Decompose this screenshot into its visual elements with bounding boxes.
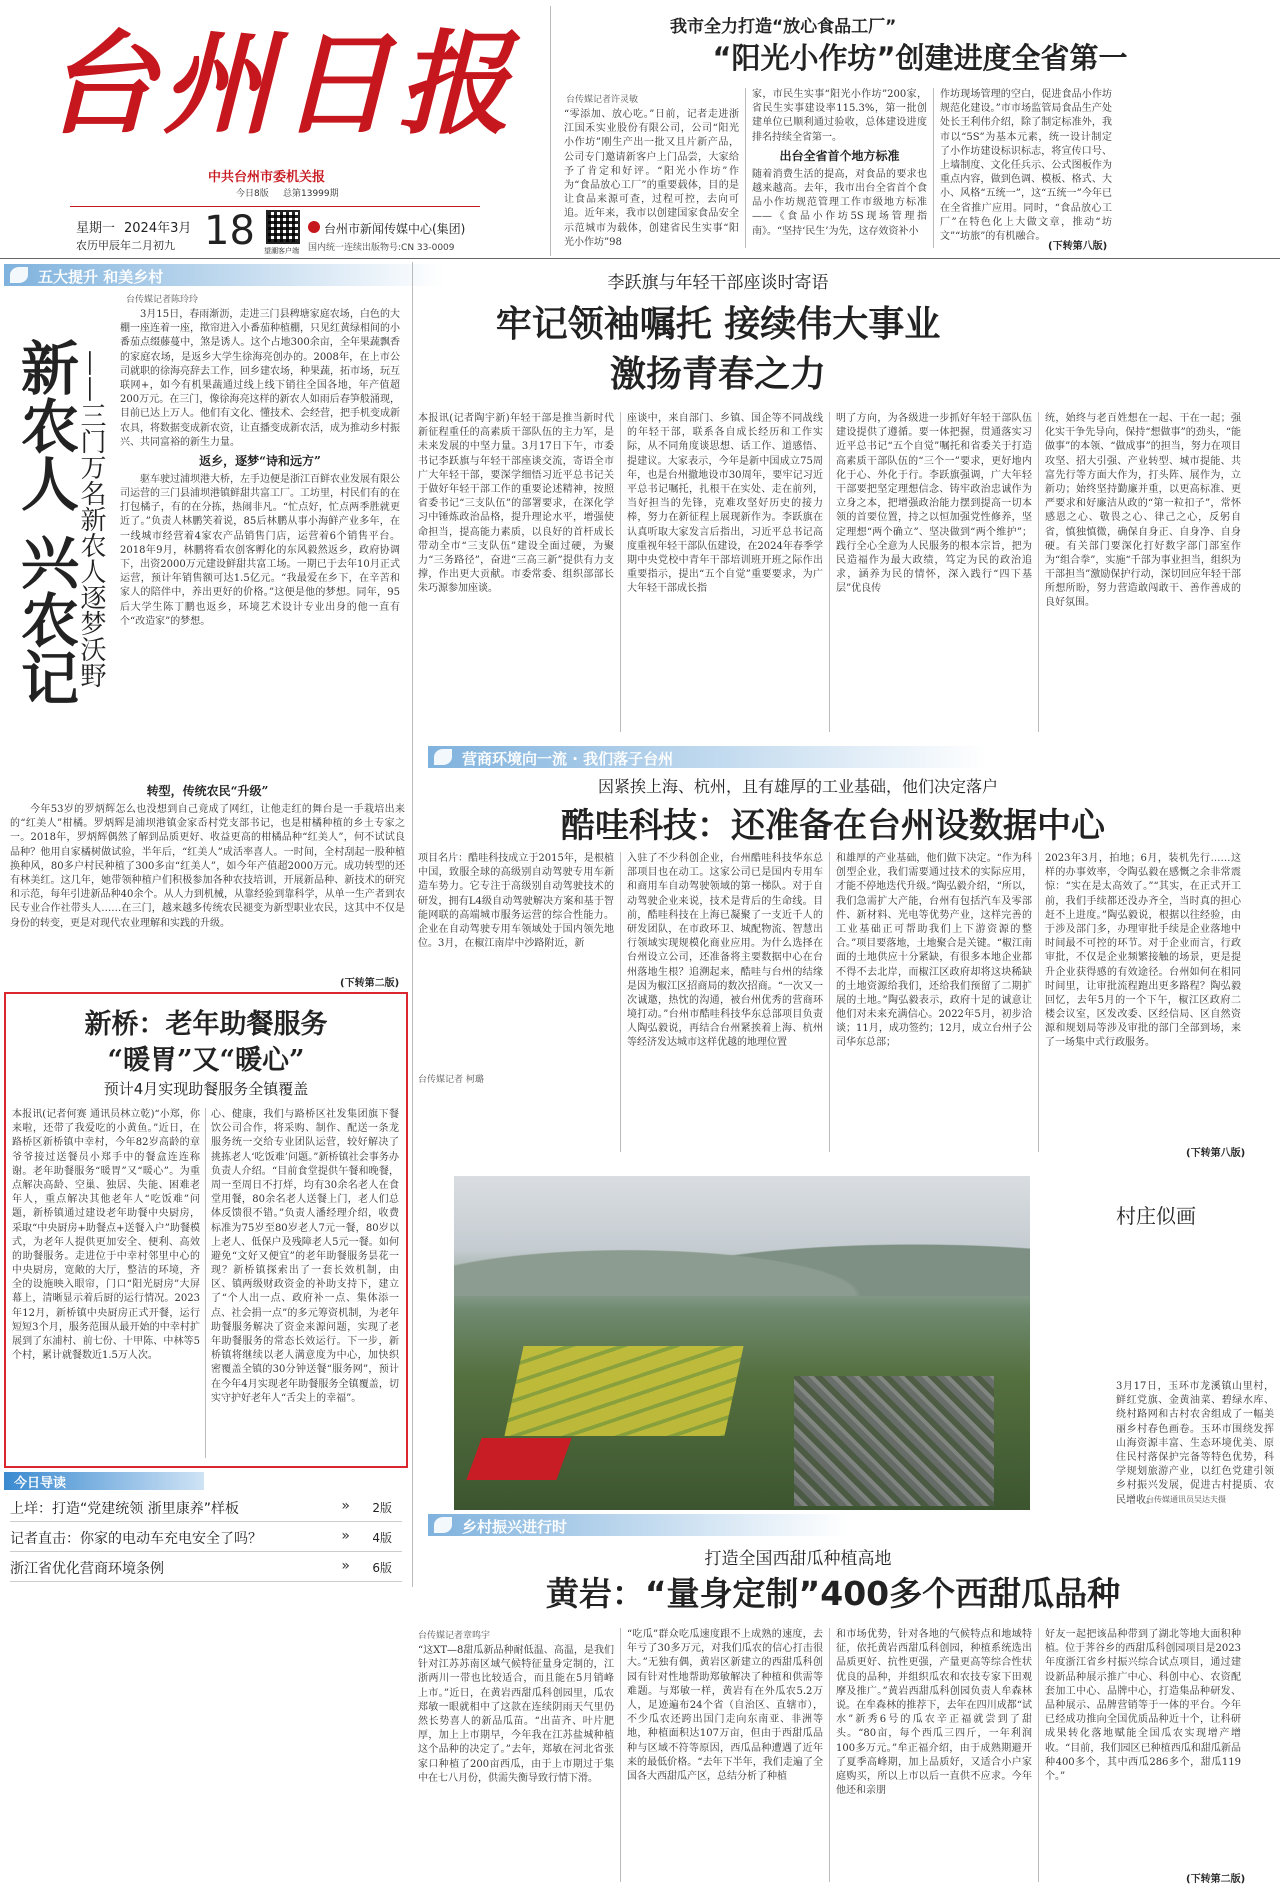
section-band-wuda bbox=[4, 264, 444, 286]
li-headline2[interactable]: 激扬青春之力 bbox=[609, 354, 826, 395]
xinqiao-sub: 预计4月实现助餐服务全镇覆盖 bbox=[103, 1080, 309, 1098]
kuwa-col3: 和雄厚的产业基础，他们做下决定。“作为科创型企业，我们需要通过技术的实际应用，才能不停地迭代升级。”陶弘毅介绍，“所以，我们急需扩大产能，台州有包括汽车及零部件、新材料、光电等优势产业，这样完善的工业基础正可帮助我们上下游资源的整合。”项目要落地，土地聚合是关键。“椒江南面的土地供应十分紧缺，有很多本地企业都不得不去北岸，而椒江区政府却将这块稀缺的土地资源给我们，还给我们预留了二期扩展的土地。”陶弘毅表示，政府十足的诚意让他们对未来充满信心。2022年5月，初步洽谈；11月，成功签约；12月，成立台州子公司华东总部； bbox=[836, 853, 1032, 1049]
masthead-issue: 总第13999期 bbox=[283, 189, 339, 199]
masthead-sponsor: 中共台州市委机关报 bbox=[208, 170, 326, 185]
li-col3: 明了方向，为各级进一步抓好年轻干部队伍建设提供了遵循。要一体把握，贯通落实习近平总书记“五个自觉”嘱托和省委关于打造高素质干部队伍的“三个一”要求，更好地内化于心、外化于行。李跃旗强调，广大年轻干部要把坚定理想信念、铸牢政治忠诚作为立身之本，把增强政治能力摆到提高一切本领的首要位置，持之以恒加强党性修养，坚定理想“两个确立”、坚决做到“两个维护”；践行全心全意为人民服务的根本宗旨，把为民造福作为最大政绩，笃定为民的政治追求，涵养为民的情怀，深入践行“四下基层”优良传 bbox=[836, 413, 1032, 595]
left-story-body bbox=[120, 308, 400, 778]
li-kicker: 李跃旗与年轻干部座谈时寄语 bbox=[607, 273, 829, 293]
left-story-vertical-title bbox=[6, 338, 79, 707]
kuwa-more[interactable]: (下转第八版) bbox=[1186, 1148, 1246, 1159]
left-story-p3: 今年53岁的罗炳辉怎么也没想到自己竟成了网红，让他走红的舞台是一手栽培出来的“红美人”柑橘。罗炳辉是浦坝港镇金家岙村党支部书记，也是柑橘种植的乡土专家之一。2018年，罗炳辉偶然了解到品质更好、收益更高的柑橘品种“红美人”，何不试试良品种？他用自家橘树做试验，半年后，“红美人”成活率喜人。一时间，全村刮起一股种植换种风，80多户村民种植了300多亩“红美人”，如今年产值超2000万元。成功转型的还有林美红。这几年，她带领种植户们积极参加各种农技培训，开展新品种、新技术的研究和示范，每年引进新品种40余个。从人力到机械，从靠经验到靠科学，从单一生产者到农民专业合作社带头人……在三门，越来越多传统农民褪变为新型职业农民，这其中不仅是身份的转变，更是对现代农业理解和实践的升级。 bbox=[10, 804, 405, 929]
guide-item-page: 4版 bbox=[372, 1531, 392, 1545]
band-label: 五大提升 和美乡村 bbox=[38, 268, 164, 286]
weekday: 星期一 bbox=[76, 221, 116, 236]
guide-item-title: 记者直击：你家的电动车充电安全了吗？ bbox=[10, 1531, 262, 1547]
band-leaf-icon bbox=[434, 749, 452, 765]
kuwa-story bbox=[418, 772, 1280, 1164]
section-band-huangyan bbox=[428, 1514, 848, 1536]
kuwa-band-label: 营商环境向一流 · 我们落子台州 bbox=[462, 750, 674, 768]
cn-code: 国内统一连续出版物号:CN 33-0009 bbox=[308, 243, 455, 253]
guide-band bbox=[4, 1472, 204, 1490]
photo-mountains bbox=[454, 1216, 1030, 1296]
guide-box bbox=[4, 1472, 408, 1580]
xinqiao-col2: 心、健康，我们与路桥区社发集团旗下餐饮公司合作，将采购、制作、配送一条龙服务统一交给专业团队运营，较好解决了挑拣老人‘吃饭难’问题。”新桥镇社会事务办负责人介绍。“目前食堂提供午餐和晚餐，周一至周日不打烊，均有30余名老人在食堂用餐，80余名老人送餐上门，老人们总体反馈很不错。”负责人潘经理介绍，收费标准为75岁至80岁老人7元一餐，80岁以上老人、低保户及残障老人5元一餐。如何避免“文好又便宜”的老年助餐服务昙花一现？新桥镇探索出了一套长效机制，由区、镇两级财政资金的补助支持下，建立了“个人出一点、政府补一点、集体添一点、社会捐一点”的多元筹资机制，为老年助餐服务解决了资金来源问题，实现了老年助餐服务的常态长效运行。下一步，新桥镇将继续以老人满意度为中心，加快织密覆盖全镇的30分钟送餐“服务网”，预计在今年4月实现老年助餐服务全镇覆盖，切实守护好老年人“舌尖上的幸福”。 bbox=[211, 1109, 399, 1404]
guide-label: 今日导读 bbox=[14, 1476, 67, 1491]
left-story-sub1: 返乡，逐梦“诗和远方” bbox=[199, 453, 321, 468]
date: 2024年3月 bbox=[124, 221, 192, 236]
top-story-col2b-text: 随着消费生活的提高，对食品的要求也越来越高。去年，我市出台全省首个食品小作坊规范管理工作市级地方标准——《食品小作坊5S现场管理指南》。“坚持‘民生’为先，这存效资补小 bbox=[752, 168, 927, 237]
left-story-p1: 3月15日，春雨渐沥，走进三门县稗塘家庭农场，白色的大棚一座连着一座，揿帘进入小番茄种植棚，只见红黄绿相间的小番茄点缀藤蔓中，煞是诱人。这个占地300余亩，全年果蔬飘香的家庭农场，是返乡大学生徐海亮创办的。2008年，在上市公司就职的徐海亮辞去工作，回乡建农场，种果蔬，拓市场，玩互联网+，如今有机果蔬通过线上线下销往全国各地，年产值超200万元。在三门，像徐海亮这样的新农人如雨后春笋般涌现，目前已达上万人。他们有文化、懂技术、会经营，把手机变成新农具，将数据变成新农资，让直播变成新农活，成为推动乡村振兴、共同富裕的新生力量。 bbox=[120, 309, 400, 448]
section-band-kuwa bbox=[428, 746, 988, 768]
photo-title: 村庄似画 bbox=[1116, 1204, 1196, 1228]
photo-flag bbox=[466, 1438, 571, 1480]
xinqiao-col1: 本报讯(记者何赛 通讯员林立乾)“小郑，你来啦，还带了我爱吃的小黄鱼。”近日，在路桥区新桥镇中幸村，今年82岁高龄的章爷爷接过送餐员小郑手中的餐盒连连称谢。老年助餐服务“暖胃”又“暖心”。为重点解决高龄、空巢、独居、失能、困难老年人，重点解决其他老年人“吃饭难”问题，新桥镇通过建设老年助餐中央厨房，采取“中央厨房+助餐点+送餐入户”助餐模式，为老年人提供更加安全、便利、高效的助餐服务。走进位于中幸村邻里中心的中央厨房，宽敞的大厅，整洁的环境，齐全的设施映入眼帘，门口“阳光厨房”大屏幕上，清晰显示着后厨的运行情况。2023年12月，新桥镇中央厨房正式开餐，运行短短3个月，服务范围从最开始的中幸村扩展到了东浦村、前七份、十甲陈、中林等5个村，累计就餐数近1.5万人次。 bbox=[12, 1109, 200, 1362]
huangyan-story bbox=[418, 1540, 1280, 1885]
li-story bbox=[418, 262, 1280, 740]
top-story-kicker: 我市全力打造“放心食品工厂” bbox=[670, 17, 897, 37]
guide-item[interactable] bbox=[10, 1498, 402, 1522]
left-story-vertical-sub bbox=[76, 350, 106, 688]
kuwa-col4: 2023年3月，拍地；6月，装机先行……这样的办事效率，令陶弘毅在感慨之余非常震惊：“实在是太高效了。”“其实，在正式开工前，我们手续都还没办齐全，当时真的担心赶不上进度。”陶弘毅说，根据以往经验，由于涉及部门多，办理审批手续是企业落地中时间最不可控的环节。对于企业而言，行政审批，不仅是企业频繁接触的场景，更是提升企业获得感的有效途径。台州如何在相同时间里，让审批流程跑出更多路程？陶弘毅回忆，去年5月的一个下午，椒江区政府二楼会议室，区发改委、区经信局、区自然资源和规划局等涉及审批的部门全部到场，来了一场集中式行政服务。 bbox=[1045, 853, 1241, 1049]
huangyan-col1: “这XT—8甜瓜新品种耐低温、高温，是我们针对江苏苏南区域气候特征量身定制的，江浙两川一带也比较适合，而且能在5月销峰上市。”近日，在黄岩西甜瓜科创园里，瓜农郑敏一眼就相中了这款在连续阴雨天气里仍然长势喜人的新品瓜苗。“出苗齐、叶片肥厚，加上上市期早，今年我在江苏盐城种植这个品种的决定了。”去年，郑敏在河北省张家口种植了200亩西瓜，由于上市期过于集中在七八月份，供需失衡导致行情下滑。 bbox=[418, 1645, 614, 1784]
guide-item-title: 上垟：打造“党建统领 浙里康养”样板 bbox=[10, 1501, 239, 1517]
guide-item[interactable] bbox=[10, 1528, 402, 1552]
top-story-col1: “零添加、放心吃。”日前，记者走进浙江国禾实业股份有限公司，公司“阳光小作坊”刚生产出一批又且片新产品，公司专门邀请新客户上门品尝，大家给予了肯定和好评。“阳光小作坊”作为“食品放心工厂”的重要载体，目的是让食品来源可查，过程可控，去向可追。近年来，我市以创建国家食品安全示范城市为载体，创建省民生实事“阳光小作坊”98 bbox=[564, 109, 739, 248]
photo-village bbox=[794, 1376, 994, 1506]
huangyan-kicker: 打造全国西甜瓜种植高地 bbox=[704, 1549, 892, 1569]
photo-field-yellow bbox=[504, 1346, 743, 1436]
li-headline1[interactable]: 牢记领袖嘱托 接续伟大事业 bbox=[495, 304, 941, 345]
masthead bbox=[0, 0, 560, 255]
photo-caption: 3月17日，玉环市龙溪镇山里村，鲜红党旗、金黄油菜、碧绿水库、绕村路网和古村农舍组成了一幅美丽乡村春色画卷。玉环市围绕发挥山海资源丰富、生态环境优美、原住民村落保护完备等特色优势，科学规划旅游产业，以红色党建引领乡村振兴发展，促进古村提质、农民增收。 bbox=[1116, 1381, 1274, 1506]
left-story-body-2 bbox=[10, 780, 405, 972]
village-photo bbox=[454, 1176, 1030, 1510]
photo-credit: 台传媒通讯员吴达夫摄 bbox=[1146, 1495, 1226, 1504]
xinqiao-title1[interactable]: 新桥：老年助餐服务 bbox=[84, 1009, 328, 1040]
guide-item-page: 2版 bbox=[372, 1501, 392, 1515]
qr-caption: 望潮客户端 bbox=[264, 247, 299, 255]
left-story-more[interactable]: (下转第二版) bbox=[340, 978, 400, 989]
kuwa-col2: 入驻了不少科创企业，台州酷哇科技华东总部项目也在动工。这家公司已是国内专用车和商用车自动驾驶领域的第一梯队。对于自动驾驶企业来说，技术是背后的生命线。目前，酷哇科技在上海已凝聚了一支近千人的研发团队，在市政环卫、城配物流、智慧出行领域实现规模化商业应用。为什么选择在台州设立公司，还准备将主要数据中心在台州落地生根？追溯起来，酷哇与台州的结缘是因为椒江区招商局的数次招商。“一次又一次诚邀，热忱的沟通，被台州优秀的营商环境打动。”台州市酷哇科技华东总部项目负责人陶弘毅说，再结合台州紧挨着上海、杭州等经济发达城市这样优越的地理位置 bbox=[627, 853, 823, 1049]
masthead-title: 台州日报 bbox=[44, 19, 516, 150]
arrow-icon: » bbox=[341, 1558, 350, 1574]
li-col2: 座谈中，来自部门、乡镇、国企等不同战线的年轻干部，联系各自成长经历和工作实际，从不同角度谈思想、话工作、道感悟、提建议。大家表示，今年是新中国成立75周年，也是台州撤地设市30周年，要牢记习近平总书记嘱托，扎根干在实处、走在前列，当好担当的先锋，克难攻坚好历史的接力棒，努力在新征程上展现新作为。李跃旗在认真听取大家发言后指出，习近平总书记高度重视年轻干部队伍建设，在2024年春季学期中央党校中青年干部培训班开班之际作出重要指示，提出“五个自觉”重要要求，为广大年轻干部成长指 bbox=[627, 413, 823, 595]
huangyan-headline[interactable]: 黄岩：“量身定制”400多个西甜瓜品种 bbox=[545, 1574, 1121, 1613]
top-story-subhead: 出台全省首个地方标准 bbox=[779, 148, 900, 163]
arrow-icon: » bbox=[341, 1498, 350, 1514]
qr-code[interactable] bbox=[266, 210, 300, 244]
publisher-logo-icon bbox=[308, 221, 320, 233]
top-story-col2 bbox=[752, 88, 927, 248]
xinqiao-title2[interactable]: “暖胃”又“暖心” bbox=[107, 1045, 305, 1076]
arrow-icon: » bbox=[341, 1528, 350, 1544]
huangyan-band-label: 乡村振兴进行时 bbox=[462, 1518, 568, 1536]
top-story-col2-text: 家，市民生实事“阳光小作坊”200家，省民生实事建设率115.3%，第一批创建单位已顺利通过验收，总体建设进度排名持续全省第一。 bbox=[752, 89, 927, 143]
huangyan-byline: 台传媒记者章鸣宇 bbox=[418, 1631, 491, 1641]
kuwa-byline: 台传媒记者 柯璐 bbox=[418, 1075, 484, 1085]
kuwa-col1: 项目名片：酷哇科技成立于2015年，是根植中国，致服全球的高级别自动驾驶专用车新造车势力。它专注于高级别自动驾驶技术的研发，拥有L4级自动驾驶解决方案和基于智能网联的高端城市服务运营的综合性能力。企业在自动驾驶专用车领域处于国内领先地位。3月，在椒江南岸中沙路附近，新 bbox=[418, 853, 614, 950]
left-story-title-text: 新农人 兴农记 bbox=[11, 338, 79, 707]
lunar-date: 农历甲辰年二月初九 bbox=[76, 239, 175, 252]
left-story-byline: 台传媒记者陈玲玲 bbox=[126, 295, 199, 305]
guide-item-page: 6版 bbox=[372, 1561, 392, 1575]
left-story-p2: 驱车驶过浦坝港大桥，左手边便是浙江百鲜农业发展有限公司运营的三门县浦坝港镇鲜甜共富工厂。工坊里，村民们有的在打包橘子，有的在分拣，热闹非凡。“忙点好，忙点两季胜就更近了。”负责人林鹏笑着说，85后林鹏从事小海鲜产业多年，在一线城市经营着4家农产品销售门店，运营着6个销售平台。2018年9月，林鹏将看农创客孵化的东风毅然返乡，政府协调下，出资2000万元建设鲜甜共富工场。一期已于去年10月正式运营，预计年销售额可达1.5亿元。“我最爱在乡下，在辛苦和家人的陪伴中，养出更好的价格。”这便是他的梦想。同年，95后大学生陈丁鹏也返乡，环境艺术设计专业出身的他一直有个“改造家”的梦想。 bbox=[120, 473, 400, 627]
top-story-byline: 台传媒记者许灵敏 bbox=[566, 95, 639, 105]
huangyan-col4: 好友一起把该品种带到了湖北等地大面积种植。位于荠谷乡的西甜瓜科创园项目是2023年度浙江省乡村振兴综合试点项目，通过建设新品种展示推广中心、科创中心、农资配套加工中心、品牌中心，打造集品种研发、品种展示、品牌营销等于一体的平台。今年已经成功推向全国优质品种近十个，让科研成果转化落地赋能全国瓜农实现增产增收。“目前，我们园区已种植西瓜和甜瓜新品种400多个，其中西瓜286多个，甜瓜119个。” bbox=[1045, 1629, 1241, 1782]
left-story-sub-text: ——三门万名新农人逐梦沃野 bbox=[76, 350, 106, 688]
kuwa-kicker: 因紧挨上海、杭州，且有雄厚的工业基础，他们决定落户 bbox=[597, 777, 998, 796]
top-story bbox=[560, 0, 1280, 260]
li-col1: 本报讯(记者陶宇新)年轻干部是推当新时代新征程重任的高素质干部队伍的主力军，是未来发展的中坚力量。3月17日下午，市委书记李跃旗与年轻干部座谈交流，寄语全市广大年轻干部，要深学细悟习近平总书记关于做好年轻干部工作的重要论述精神，按照省委书记“三支队伍”的部署要求，在深化学习中锤炼政治品格，提升理论水平，增强使命担当，提高能力素质，以良好的首杆成长带动全市“三支队伍”建设全面过硬，为聚力“三务路径”，奋进“三高三新”提供有力支撑，作出更大贡献。市委常委、组织部部长朱巧源参加座谈。 bbox=[418, 413, 614, 595]
guide-item[interactable] bbox=[10, 1558, 402, 1582]
huangyan-col2: “吃瓜”群众吃瓜速度跟不上成熟的速度，去年亏了30多万元，对我们瓜农的信心打击很大。”无独有偶，黄岩区新建立的西甜瓜科创园有针对性地帮助郑敏解决了种植和供需等难题。与郑敏一样，黄岩有在外瓜农5.2万人，足迹遍布24个省（自治区、直辖市），不少瓜农还跨出国门走向东南亚、非洲等地，种植面积达107万亩，但由于西甜瓜品种与区域不符等原因，西瓜品种遭遇了近年来的最低价格。“去年下半年，我们走遍了全国各大西甜瓜产区，总结分析了种植 bbox=[627, 1629, 823, 1782]
huangyan-col3: 和市场优势，针对各地的气候特点和地域特征，依托黄岩西甜瓜科创园，种植系统选出品质更好、抗性更强，产量更高等综合性状优良的品种，并组织瓜农和农技专家下田观摩及推广。”黄岩西甜瓜科创园负责人牟森林说。在牟森林的推荐下，去年在四川成都“试水”新秀6号的瓜农辛正福就尝到了甜头。“80亩，每个西瓜三四斤，一年利润100多万元。”牟正福介绍，由于成熟期避开了夏季高峰期，加上品质好，又适合小户家庭购买，所以上市以后一直供不应求。今年他还和亲朋 bbox=[836, 1629, 1032, 1797]
kuwa-headline[interactable]: 酷哇科技：还准备在台州设数据中心 bbox=[561, 806, 1105, 846]
top-story-headline[interactable]: “阳光小作坊”创建进度全省第一 bbox=[712, 41, 1128, 75]
xinqiao-box bbox=[4, 992, 408, 1468]
left-story-sub2: 转型，传统农民“升级” bbox=[146, 784, 269, 798]
li-col4: 统，始终与老百姓想在一起、干在一起；强化实干争先导向，保持“想做事”的劲头，“能做事”的本领、“做成事”的担当，努力在项目攻坚、招大引强、产业转型、城市提能、共富先行等方面大作为，打头阵、展作为，立新功；始终坚持勤廉并重，以更高标准、更严要求和好廉洁从政的“第一粒扣子”，常怀感恩之心、敬畏之心、律己之心，反躬自省，慎独慎微，确保自身正、自身净、自身硬。有关部门要深化打好数字部门部室作为“组合拳”，实施“千部为事业担当，组织为干部担当”激励保护行动，深切回应年轻干部所想所盼，努力营造敢闯敢干、善作善成的良好氛围。 bbox=[1045, 413, 1241, 609]
day-number: 18 bbox=[204, 208, 255, 254]
masthead-pages: 今日8版 bbox=[236, 189, 269, 199]
guide-item-title: 浙江省优化营商环境条例 bbox=[10, 1561, 164, 1577]
huangyan-more[interactable]: (下转第二版) bbox=[1186, 1874, 1246, 1885]
top-story-more[interactable]: (下转第八版) bbox=[1048, 241, 1108, 252]
band-leaf-icon bbox=[10, 267, 28, 283]
band-leaf-icon bbox=[434, 1517, 452, 1533]
publisher: 台州市新闻传媒中心(集团) bbox=[324, 222, 466, 236]
top-story-col3: 作坊现场管理的空白，促进食品小作坊规范化建设。”市市场监管局食品生产处处长王利伟介绍，除了制定标准外，我市以“5S”为基本元素，统一设计制定了小作坊建设标识标志，将宣传口号、上墙制度、文化任兵示、公式图板作为重点内容，做到色调、模板、格式、大小、风格“五统一”，这“五统一”今年已在全省推广应用。同时，“食品放心工厂”在特色化上大做文章，推动“坊文”“坊旅”的有机融合。 bbox=[940, 89, 1112, 242]
